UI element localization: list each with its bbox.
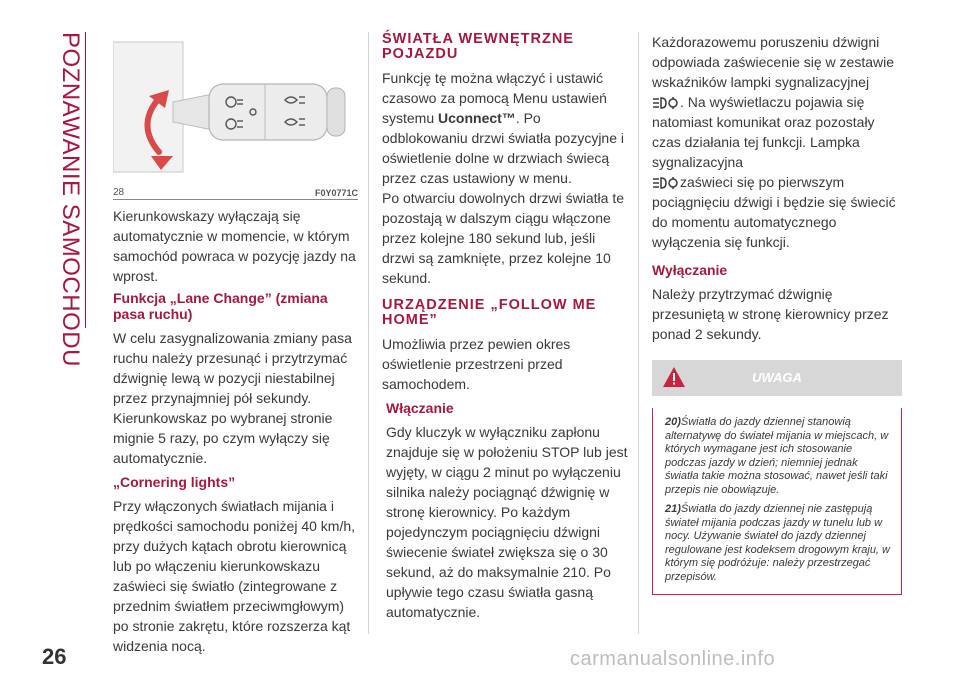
column-3 xyxy=(652,32,902,595)
note-number: 21) xyxy=(665,503,681,515)
paragraph-cornering-lights: Przy włączonych światłach mijania i prędkości samochodu poniżej 40 km/h, przy dużych kątach obrotu kierownicą lub po włączeniu kierunkowskazu zaświeci się światło (zintegrowane z przednim światłem przeciwmgłowym) po stronie zakrętu, które rozszerza kąt widzenia nocą. xyxy=(113,498,356,654)
paragraph-turn-off: Kierunkowskazy wyłączają się automatycznie w momencie, w którym samochód powraca w pozycję jazdy na wprost. xyxy=(113,208,356,284)
uconnect-brand: Uconnect™ xyxy=(438,110,516,126)
watermark: carmanualsonline.info xyxy=(570,648,776,670)
figure-code: F0Y0771C xyxy=(314,188,358,198)
figure-28 xyxy=(113,32,358,200)
paragraph-interior-1 xyxy=(382,68,629,188)
paragraph-switch-on: Gdy kluczyk w wyłączniku zapłonu znajduje się w położeniu STOP lub jest wyjęty, w ciągu 2 minut po wyłączeniu silnika należy pociągnąć dźwignię w stronę kierownicy. Po każdym pojedynczym pociągnięciu dźwigni świecenie świateł zwiększa się o 30 sekund, aż do maksymalnie 210. Po upływie tego czasu światła gasną automatycznie. xyxy=(386,424,628,620)
figure-number: 28 xyxy=(113,187,125,198)
column-divider xyxy=(368,32,369,634)
text-run: . Po odblokowaniu drzwi światła pozycyjne i oświetlenie dolne w drzwiach świecą przez czas ustawiony w menu. xyxy=(382,110,625,186)
warning-box xyxy=(652,408,902,595)
text-run: Funkcję tę można włączyć i ustawić czasowo za pomocą Menu ustawień systemu xyxy=(382,70,607,126)
low-beam-lamp-icon xyxy=(652,176,680,190)
heading-lane-change: Funkcja „Lane Change” (zmiana pasa ruchu) xyxy=(113,290,328,322)
note-number: 20) xyxy=(665,416,681,428)
paragraph-interior-2: Po otwarciu dowolnych drzwi światła te pozostają w dalszym ciągu włączone przez kolejne 180 sekund lub, jeśli drzwi są zamknięte, przez kolejne 10 sekund. xyxy=(382,190,624,286)
heading-follow-me-home: URZĄDZENIE „FOLLOW ME HOME” xyxy=(382,297,597,328)
figure-caption-rule xyxy=(113,199,358,200)
section-title-rule xyxy=(85,32,86,328)
text-run: Każdorazowemu poruszeniu dźwigni odpowiada zaświecenie się w zestawie wskaźników lampki sygnalizacyjnej xyxy=(652,34,895,90)
text-run: . Na wyświetlaczu pojawia się natomiast komunikat oraz pozostały czas działania tej funkcji. Lampka sygnalizacyjna xyxy=(652,94,875,170)
paragraph-lane-change: W celu zasygnalizowania zmiany pasa ruchu należy przesunąć i przytrzymać dźwignię lewą w pozycji niestabilnej przez przynajmniej pół sekundy. Kierunkowskaz po wybranej stronie mignie 5 razy, po czym wyłączy się automatycznie. xyxy=(113,330,352,466)
warning-header xyxy=(652,360,902,396)
heading-cornering-lights: „Cornering lights” xyxy=(113,474,236,490)
column-divider xyxy=(638,32,639,634)
paragraph-indicator xyxy=(652,32,902,252)
column-2 xyxy=(382,32,629,622)
section-title-vertical: POZNAWANIE SAMOCHODU xyxy=(57,32,84,367)
paragraph-follow-me-home: Umożliwia przez pewien okres oświetlenie przestrzeni przed samochodem. xyxy=(382,336,571,392)
note-text: Światła do jazdy dziennej stanowią alternatywę do świateł mijania w miejscach, w których wymagane jest ich stosowanie podczas jazdy w dzień; niemniej jednak światła takie można stosować, nawet jeśli taki przepis nie obowiązuje. xyxy=(665,416,889,496)
heading-interior-lights: ŚWIATŁA WEWNĘTRZNE POJAZDU xyxy=(382,31,574,62)
text-run: zaświeci się po pierwszym pociągnięciu dźwigi i będzie się świecić do momentu automatycznego wyłączenia się funkcji. xyxy=(652,174,896,250)
note-21 xyxy=(665,503,893,584)
paragraph-switch-off: Należy przytrzymać dźwignię przesuniętą w stronę kierownicy przez ponad 2 sekundy. xyxy=(652,286,889,342)
heading-switch-on: Włączanie xyxy=(386,400,454,416)
low-beam-lamp-icon xyxy=(652,96,680,110)
lever-illustration xyxy=(113,32,358,182)
warning-title: UWAGA xyxy=(752,370,802,385)
note-20 xyxy=(665,416,893,497)
page-number: 26 xyxy=(42,644,67,669)
note-text: Światła do jazdy dziennej nie zastępują świateł mijania podczas jazdy w tunelu lub w nocy. Używanie świateł do jazdy dziennej regulowane jest kodeksem drogowym kraju, w którym się podróżuje: należy przestrzegać przepisów. xyxy=(665,503,890,583)
column-1 xyxy=(113,32,358,656)
heading-switch-off: Wyłączanie xyxy=(652,262,728,278)
